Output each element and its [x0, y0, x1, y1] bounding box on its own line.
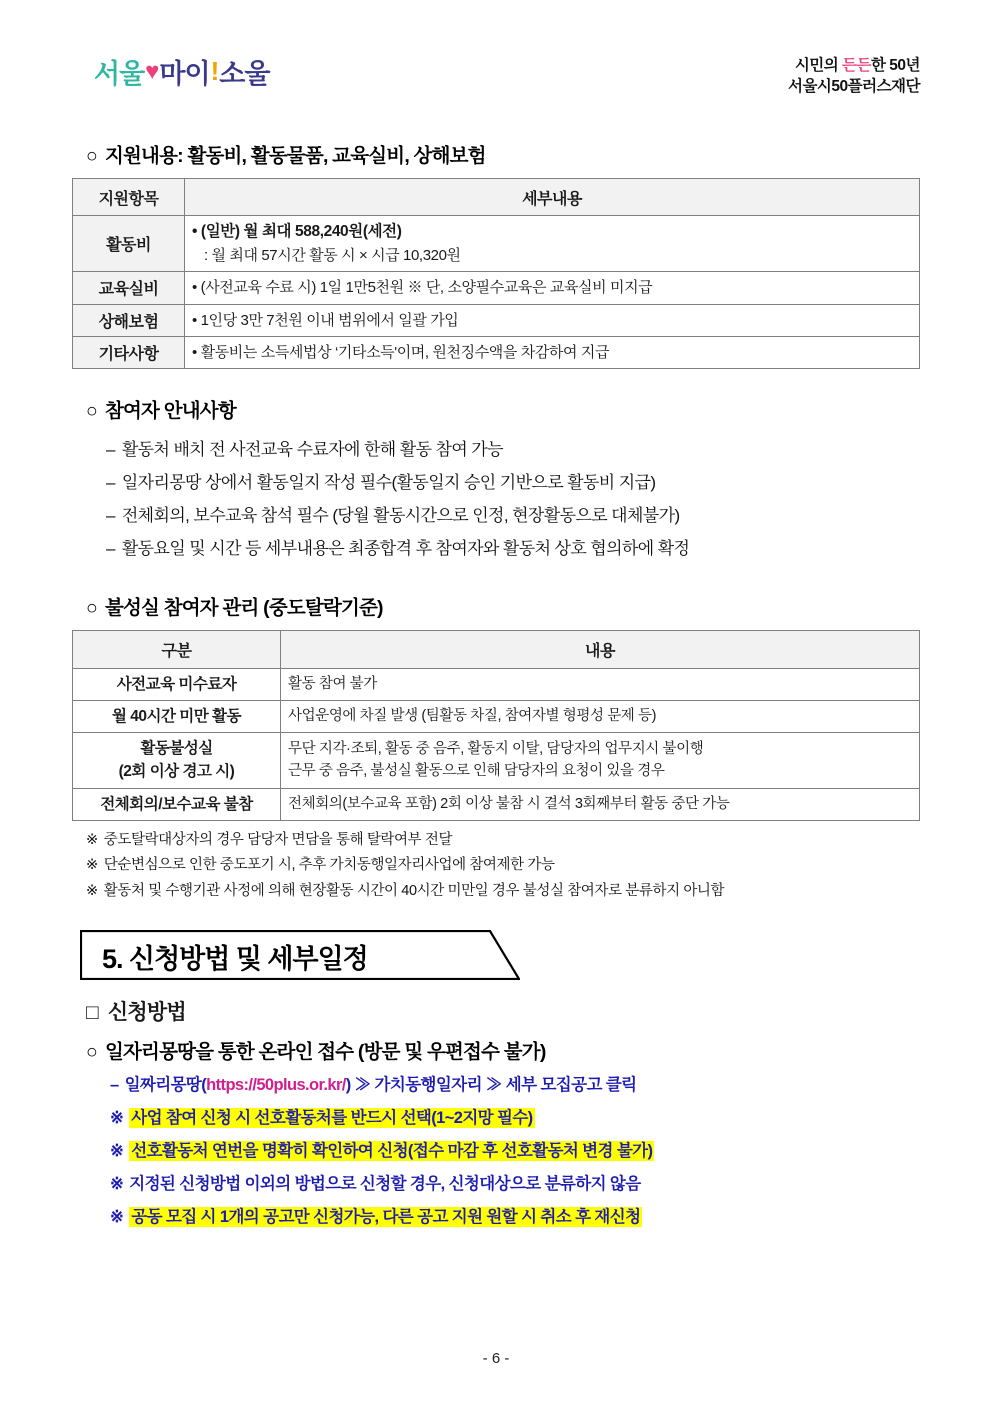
list-item — [106, 433, 920, 466]
dropout-row-label-0: 사전교육 미수료자 — [73, 668, 281, 700]
dropout-heading-text: 불성실 참여자 관리 (중도탈락기준) — [104, 596, 383, 619]
support-row-label-3: 기타사항 — [73, 336, 185, 368]
dropout-row-label-2 — [73, 733, 281, 789]
square-bullet-icon: □ — [86, 1000, 98, 1024]
support-row-label-1: 교육실비 — [73, 272, 185, 304]
apply-detail-list — [110, 1074, 920, 1230]
dropout-row-label-3: 전체회의/보수교육 불참 — [73, 788, 281, 820]
support-row-content-1: • (사전교육 수료 시) 1일 1만5천원 ※ 단, 소양필수교육은 교육실비 미지급 — [185, 272, 920, 304]
support-table-header-0: 지원항목 — [73, 179, 185, 216]
dropout-row-2-label-line-0: 활동불성실 — [140, 740, 213, 758]
dropout-note-0: 중도탈락대상자의 경우 담당자 면담을 통해 탈락여부 전달 — [103, 831, 453, 848]
dropout-table-header-1: 내용 — [281, 630, 920, 668]
brand-line-1-emphasis: 든든 — [842, 57, 871, 74]
apply-line-3-text: 지정된 신청방법 이외의 방법으로 신청할 경우, 신청대상으로 분류하지 않음 — [129, 1174, 641, 1193]
table-row — [73, 700, 920, 732]
guide-item-1: 일자리몽땅 상에서 활동일지 작성 필수(활동일지 승인 기반으로 활동비 지급) — [121, 473, 656, 493]
list-item — [110, 1074, 920, 1098]
logo-text-my: 마이 — [159, 59, 210, 89]
note-item — [86, 828, 920, 853]
page-header — [72, 52, 920, 114]
guide-item-0: 활동처 배치 전 사전교육 수료자에 한해 활동 참여 가능 — [121, 440, 503, 460]
circle-bullet-icon: ○ — [86, 1040, 97, 1063]
dropout-row-label-1: 월 40시간 미만 활동 — [73, 700, 281, 732]
table-row — [73, 733, 920, 789]
note-item — [86, 879, 920, 904]
dropout-heading — [86, 592, 920, 620]
brand-line-1 — [788, 56, 920, 77]
exclamation-icon: ! — [210, 56, 219, 86]
dash-icon: – — [110, 1075, 119, 1094]
online-apply-heading — [86, 1036, 920, 1064]
table-header-row — [73, 630, 920, 668]
apply-line-2-text: 선호활동처 연번을 명확히 확인하여 신청(접수 마감 후 선호활동처 변경 불가) — [131, 1141, 653, 1160]
support-row-0-line-0: • (일반) 월 최대 588,240원(세전) — [192, 223, 402, 240]
dropout-row-content-2 — [281, 733, 920, 789]
dropout-row-2-content-line-1: 근무 중 음주, 불성실 활동으로 인해 담당자의 요청이 있을 경우 — [288, 763, 665, 780]
dropout-table — [72, 630, 920, 821]
dropout-row-2-label-line-1: (2회 이상 경고 시) — [118, 763, 235, 781]
table-header-row — [73, 179, 920, 216]
asterisk-icon: ※ — [110, 1141, 124, 1160]
list-item — [110, 1173, 920, 1197]
brand-line-1-post: 한 50년 — [871, 57, 920, 74]
dropout-row-content-0: 활동 참여 불가 — [281, 668, 920, 700]
logo-text-soul: 소울 — [219, 59, 270, 89]
apply-method-subheading-text: 신청방법 — [107, 1000, 186, 1024]
brand-line-2: 서울시50플러스재단 — [787, 77, 920, 95]
circle-bullet-icon: ○ — [86, 145, 97, 167]
support-row-content-3: • 활동비는 소득세법상 ‘기타소득'이며, 원천징수액을 차감하여 지급 — [185, 336, 920, 368]
support-row-label-2: 상해보험 — [73, 304, 185, 336]
dropout-notes — [72, 828, 920, 904]
table-row — [73, 788, 920, 820]
apply-line-4-text: 공동 모집 시 1개의 공고만 신청가능, 다른 공고 지원 원할 시 취소 후 재신청 — [131, 1207, 641, 1226]
support-table-header-1: 세부내용 — [185, 179, 920, 216]
table-row — [73, 336, 920, 368]
online-apply-heading-text: 일자리몽땅을 통한 온라인 접수 (방문 및 우편접수 불가) — [104, 1040, 546, 1063]
dropout-row-2-content-line-0: 무단 지각·조퇴, 활동 중 음주, 활동지 이탈, 담당자의 업무지시 불이행 — [288, 740, 704, 757]
seoul-my-soul-logo — [72, 52, 269, 91]
apply-method-subheading — [86, 996, 920, 1026]
apply-line-1-text: 사업 참여 신청 시 선호활동처를 반드시 선택(1~2지망 필수) — [131, 1108, 533, 1127]
support-heading-text: 지원내용: 활동비, 활동물품, 교육실비, 상해보험 — [104, 145, 486, 167]
table-row — [73, 304, 920, 336]
support-row-content-2: • 1인당 3만 7천원 이내 범위에서 일괄 가입 — [185, 304, 920, 336]
support-row-content-0 — [185, 216, 920, 272]
dropout-note-2: 활동처 및 수행기관 사정에 의해 현장활동 시간이 40시간 미만일 경우 불성실 참여자로 분류하지 아니함 — [103, 882, 725, 899]
asterisk-icon: ※ — [86, 831, 98, 848]
dropout-note-1: 단순변심으로 인한 중도포기 시, 추후 가치동행일자리사업에 참여제한 가능 — [103, 857, 555, 874]
guide-heading-text: 참여자 안내사항 — [104, 400, 236, 423]
section-5-banner — [80, 930, 520, 980]
guide-list — [106, 433, 920, 566]
jobmongddang-link[interactable]: https://50plus.or.kr/ — [206, 1075, 346, 1094]
guide-item-3: 활동요일 및 시간 등 세부내용은 최종합격 후 참여자와 활동처 상호 협의하에 확정 — [121, 539, 690, 559]
dash-icon: – — [106, 506, 115, 526]
table-row — [73, 272, 920, 304]
dash-icon: – — [106, 539, 115, 559]
support-row-label-0: 활동비 — [73, 216, 185, 272]
support-row-0-line-1: : 월 최대 57시간 활동 시 × 시급 10,320원 — [204, 247, 461, 265]
list-item — [106, 466, 920, 499]
list-item — [110, 1206, 920, 1230]
asterisk-icon: ※ — [86, 882, 98, 899]
list-item — [106, 532, 920, 565]
table-row — [73, 216, 920, 272]
circle-bullet-icon: ○ — [86, 596, 97, 619]
page-number: - 6 - — [482, 1350, 510, 1367]
dropout-row-content-3: 전체회의(보수교육 포함) 2회 이상 불참 시 결석 3회째부터 활동 중단 가능 — [281, 788, 920, 820]
asterisk-icon: ※ — [86, 857, 98, 874]
heart-icon: ♥ — [145, 57, 159, 85]
dropout-row-content-1: 사업운영에 차질 발생 (팀활동 차질, 참여자별 형평성 문제 등) — [281, 700, 920, 732]
apply-line-0-pre: 일짜리몽땅( — [124, 1075, 207, 1094]
foundation-brand — [788, 52, 920, 98]
dropout-table-header-0: 구분 — [73, 630, 281, 668]
support-heading — [86, 140, 920, 168]
support-table — [72, 178, 920, 369]
section-5-title: 5. 신청방법 및 세부일정 — [102, 943, 368, 974]
list-item — [110, 1140, 920, 1164]
circle-bullet-icon: ○ — [86, 400, 97, 423]
guide-item-2: 전체회의, 보수교육 참석 필수 (당월 활동시간으로 인정, 현장활동으로 대체불가) — [121, 506, 680, 526]
list-item — [110, 1107, 920, 1131]
asterisk-icon: ※ — [110, 1108, 124, 1127]
guide-heading — [86, 395, 920, 423]
dash-icon: – — [106, 473, 115, 493]
brand-line-1-pre: 시민의 — [794, 57, 843, 74]
note-item — [86, 853, 920, 878]
list-item — [106, 499, 920, 532]
logo-text-seoul: 서울 — [94, 59, 145, 89]
apply-line-0-post: ) ≫ 가치동행일자리 ≫ 세부 모집공고 클릭 — [345, 1075, 637, 1094]
dash-icon: – — [106, 440, 115, 460]
asterisk-icon: ※ — [110, 1207, 124, 1226]
table-row — [73, 668, 920, 700]
asterisk-icon: ※ — [110, 1174, 124, 1193]
